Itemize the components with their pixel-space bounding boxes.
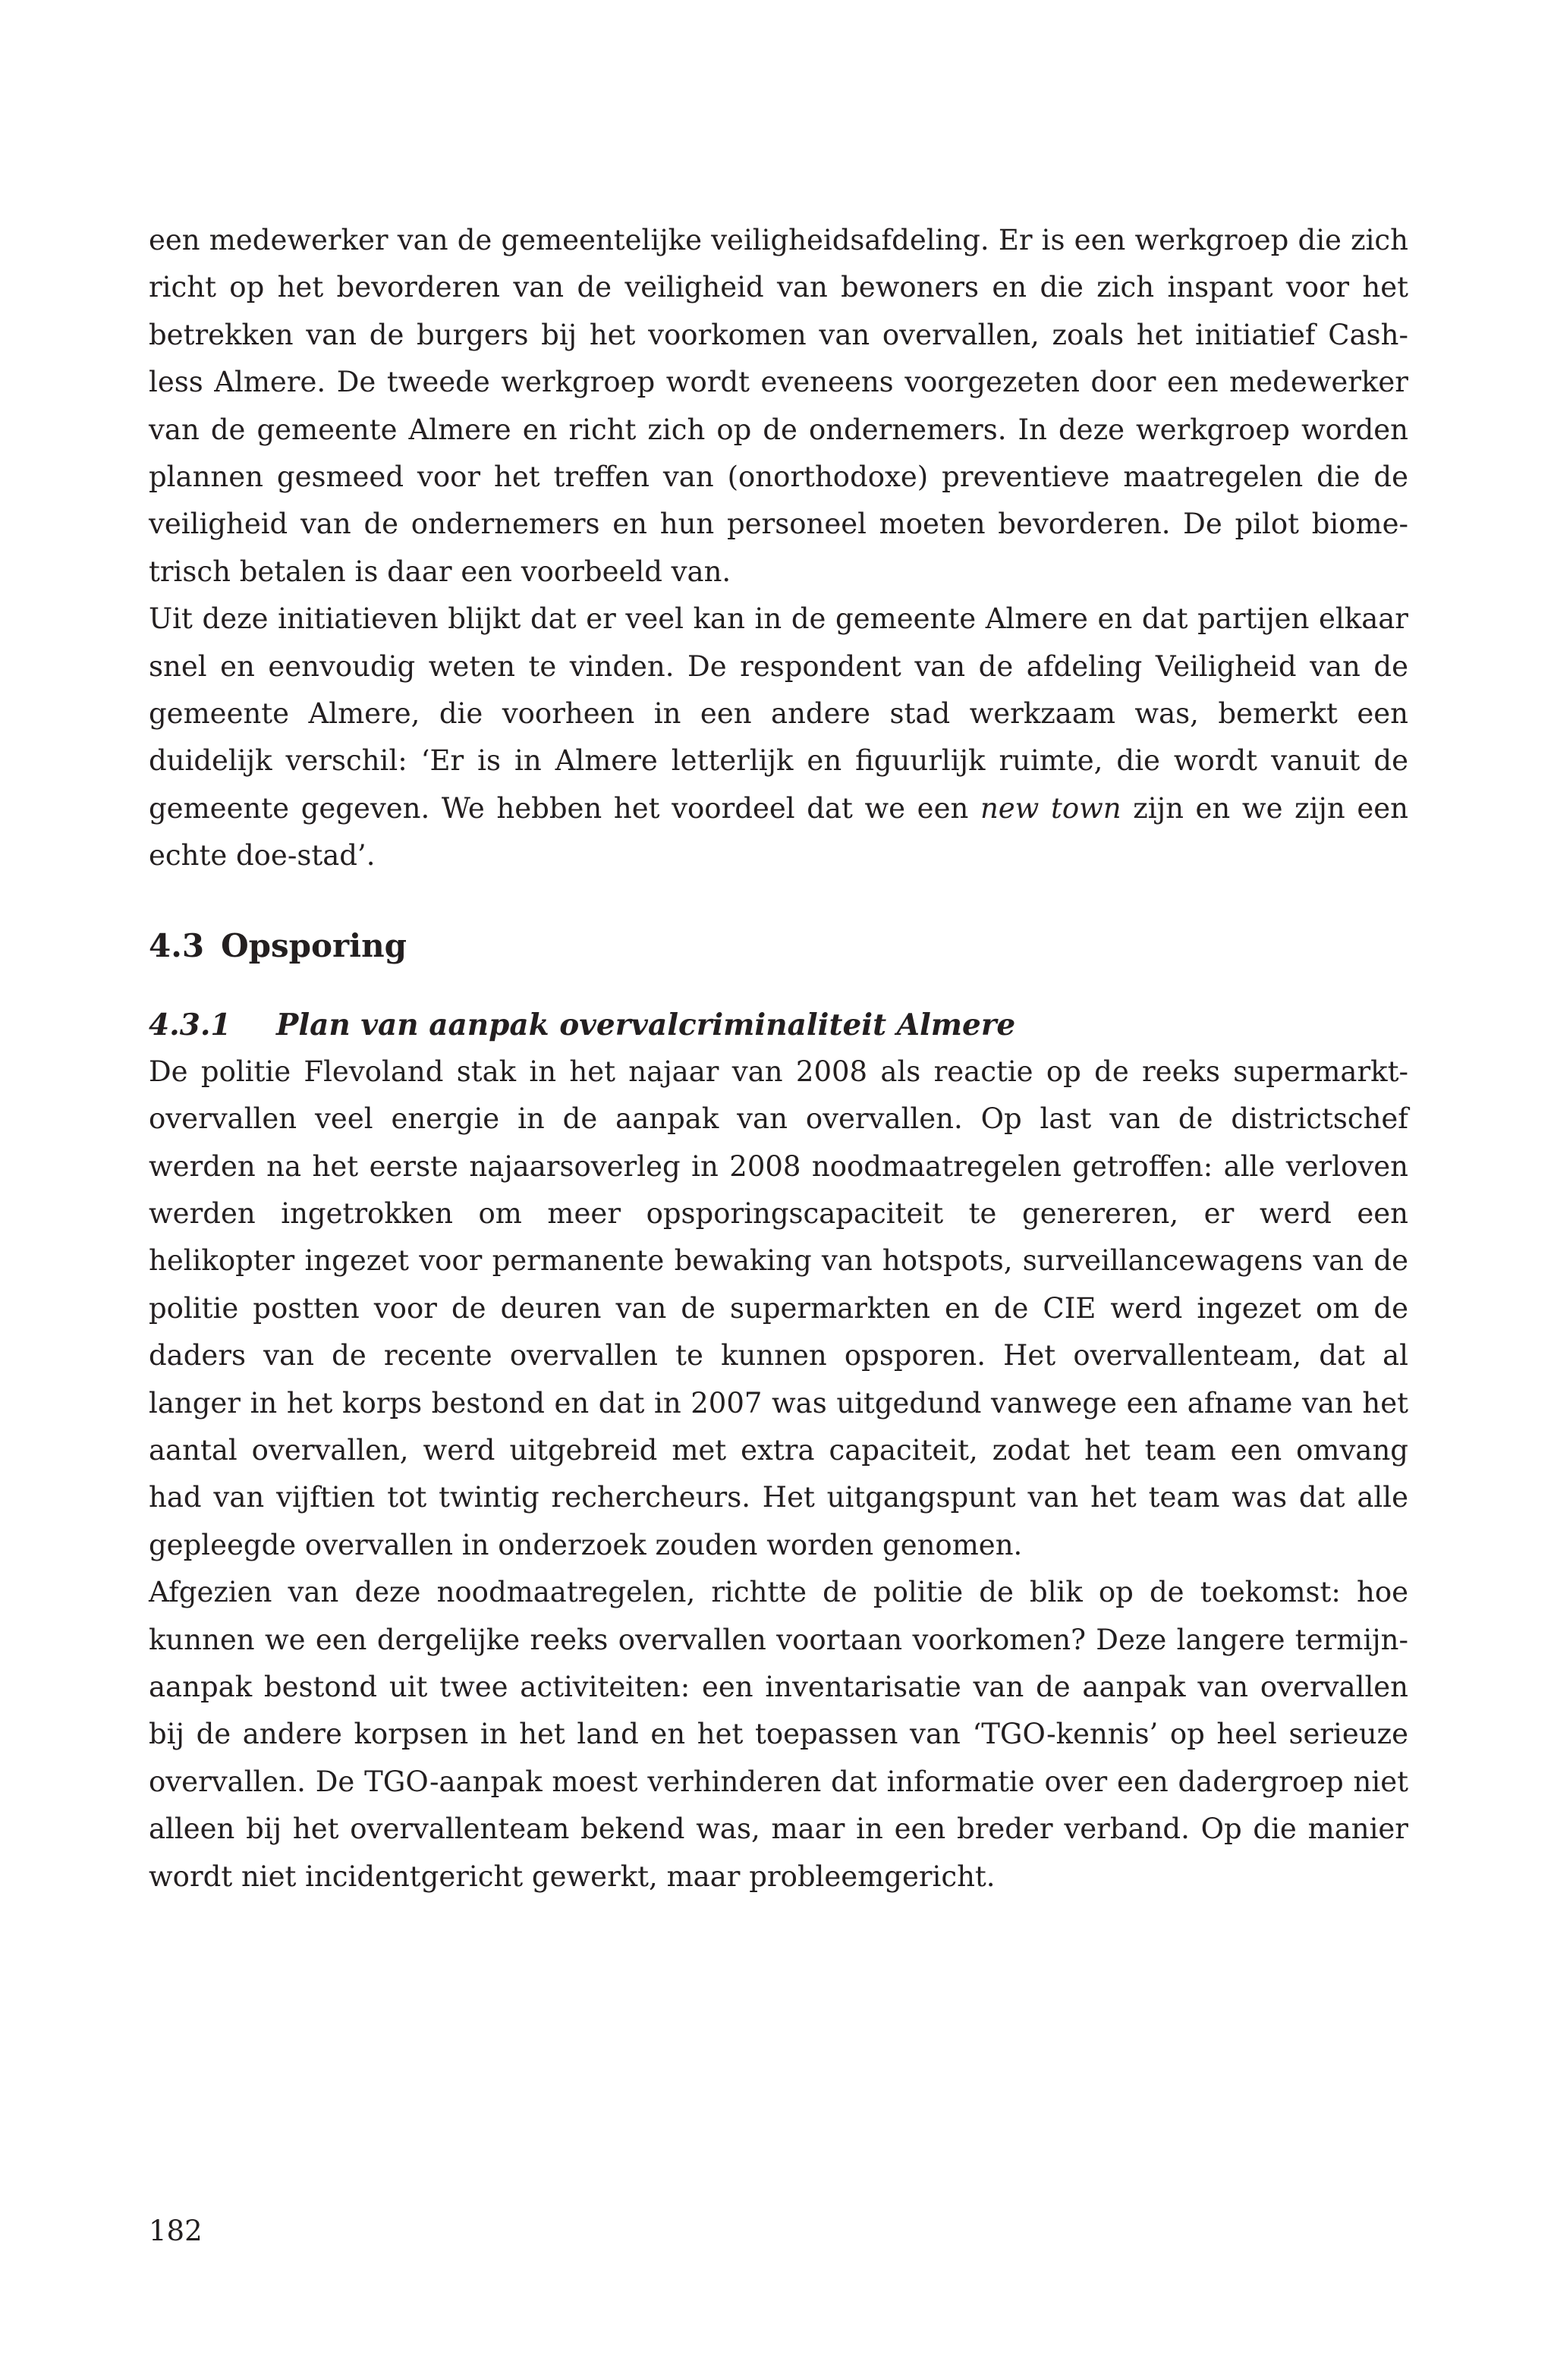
section-title: Opsporing [221,926,407,964]
paragraph-intro-2 [149,596,1408,879]
paragraph-intro-1: een medewerker van de gemeentelijke veiligheidsafdeling. Er is een werkgroep die zich richt op het bevorderen van de veiligheid van bewoners en die zich inspant voor het betrekken van de burgers bij het voorkomen van overvallen, zoals het initiatief Cashless Almere. De tweede werkgroep wordt eveneens voorgezeten door een medewerker van de gemeente Almere en richt zich op de ondernemers. In deze werkgroep worden plannen gesmeed voor het treffen van (onorthodoxe) preventieve maatregelen die de veiligheid van de ondernemers en hun personeel moeten bevorderen. De pilot biometrisch betalen is daar een voorbeeld van. [149,224,1408,588]
paragraph-intro-2-emphasis: new town [980,791,1121,825]
page-number: 182 [149,2215,203,2247]
section-heading [149,923,1408,970]
subsection-heading [149,1001,1408,1049]
section-number: 4.3 [149,926,205,964]
subsection-title: Plan van aanpak overvalcriminaliteit Almere [276,1007,1016,1042]
paragraph-subsection-1: De politie Flevoland stak in het najaar van 2008 als reactie op de reeks supermarktovervallen veel energie in de aanpak van overvallen. Op last van de districtschef werden na het eerste najaarsoverleg in 2008 noodmaatregelen getroffen: alle verloven werden ingetrokken om meer opsporingscapaciteit te genereren, er werd een helikopter ingezet voor permanente bewaking van hotspots, surveillancewagens van de politie postten voor de deuren van de supermarkten en de CIE werd ingezet om de daders van de recente overvallen te kunnen opsporen. Het overvallenteam, dat al langer in het korps bestond en dat in 2007 was uitgedund vanwege een afname van het aantal overvallen, werd uitgebreid met extra capaciteit, zodat het team een omvang had van vijftien tot twintig rechercheurs. Het uitgangspunt van het team was dat alle gepleegde overvallen in onderzoek zouden worden genomen. [149,1055,1408,1561]
paragraph-intro-2-text-a: Uit deze initiatieven blijkt dat er veel kan in de gemeente Almere en dat partijen elkaar snel en eenvoudig weten te vinden. De respondent van de afdeling Veiligheid van de gemeente Almere, die voorheen in een andere stad werkzaam was, bemerkt een duidelijk verschil: ‘Er is in Almere letterlijk en figuurlijk ruimte, die wordt vanuit de gemeente gegeven. We hebben het voordeel dat we een [149,602,1408,825]
paragraph-subsection-2: Afgezien van deze noodmaatregelen, richtte de politie de blik op de toekomst: hoe kunnen we een dergelijke reeks overvallen voortaan voorkomen? Deze langere termijnaanpak bestond uit twee activiteiten: een inventarisatie van de aanpak van overvallen bij de andere korpsen in het land en het toepassen van ‘TGO-kennis’ op heel serieuze overvallen. De TGO-aanpak moest verhinderen dat informatie over een dadergroep niet alleen bij het overvallenteam bekend was, maar in een breder verband. Op die manier wordt niet incidentgericht gewerkt, maar probleemgericht. [149,1576,1408,1893]
paragraph-intro-2-text-b: zijn en we zijn een echte doe-stad’. [149,791,1408,872]
subsection-number: 4.3.1 [149,1007,231,1042]
page-body [149,217,1408,1901]
